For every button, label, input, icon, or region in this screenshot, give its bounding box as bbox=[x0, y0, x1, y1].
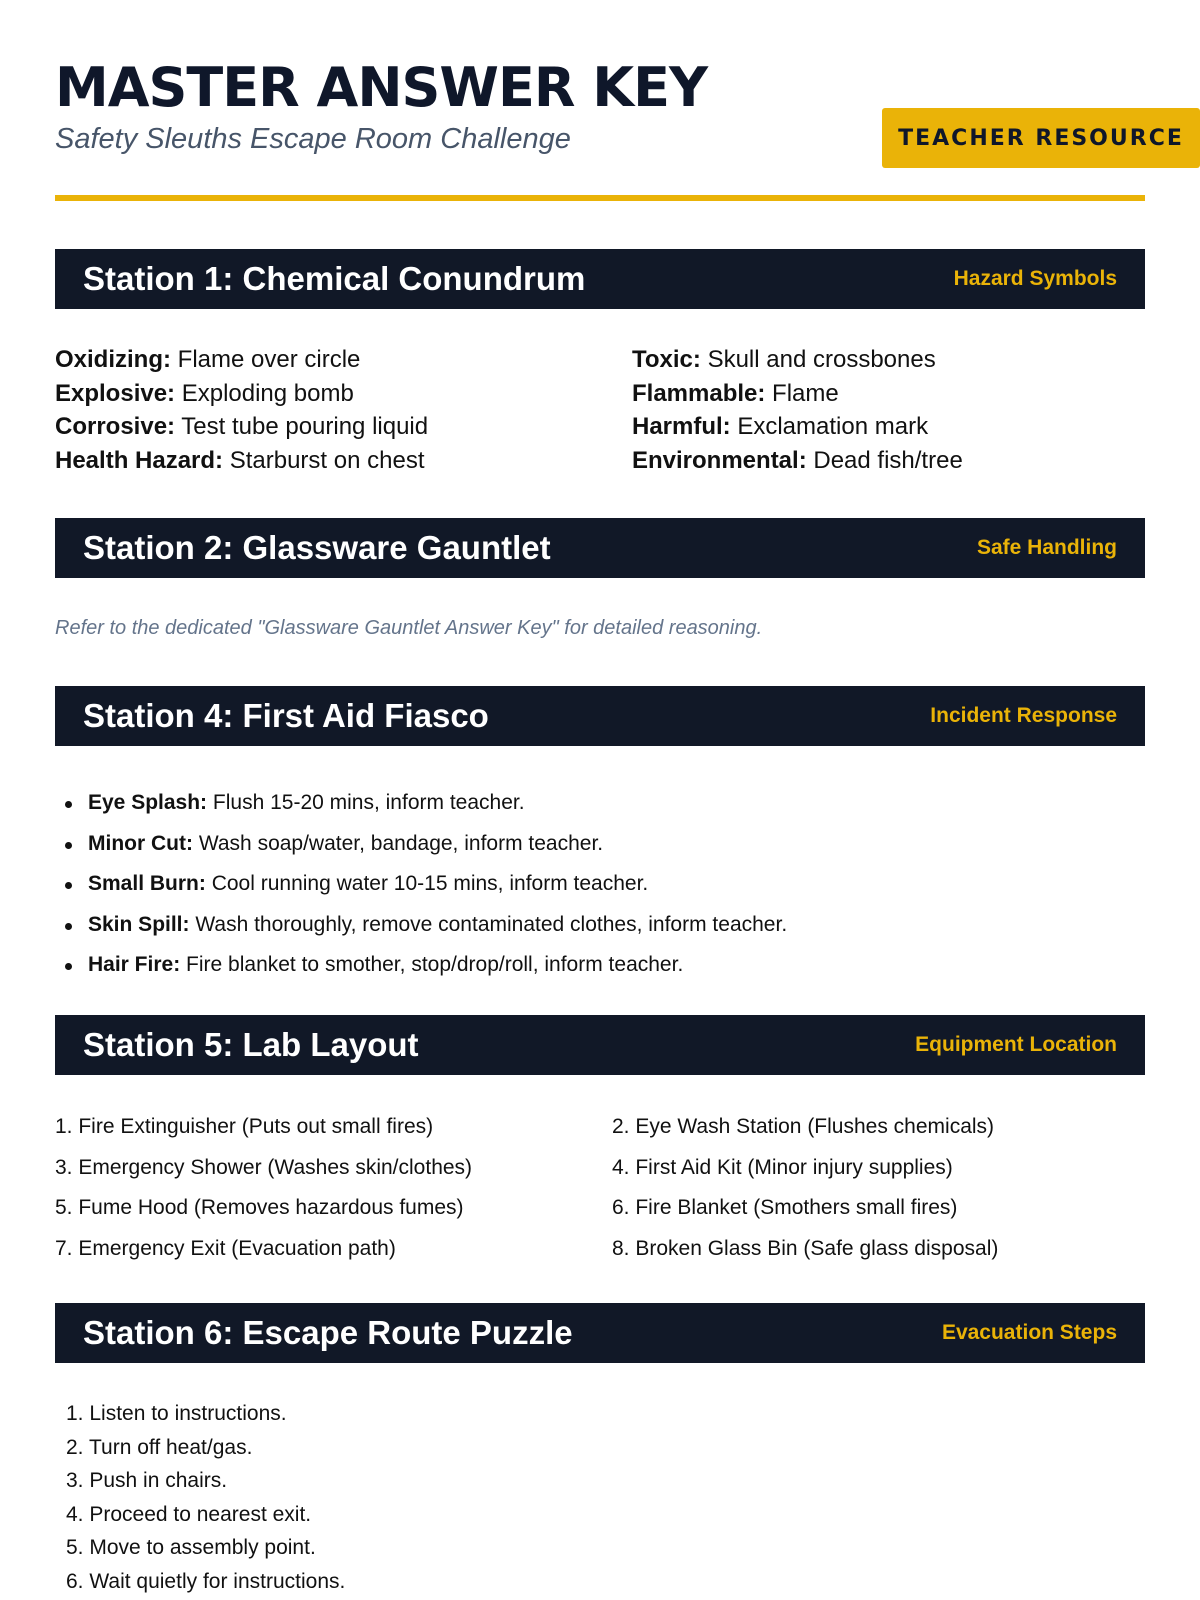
hazard-item bbox=[632, 444, 1145, 478]
incident-desc: Wash thoroughly, remove contaminated clothes, inform teacher. bbox=[195, 912, 788, 936]
hazard-term: Harmful: bbox=[632, 413, 731, 440]
equipment-item: 8. Broken Glass Bin (Safe glass disposal) bbox=[612, 1236, 999, 1260]
hazard-desc: Skull and crossbones bbox=[707, 346, 936, 373]
bullet-dot bbox=[65, 842, 72, 849]
equipment-item: 4. First Aid Kit (Minor injury supplies) bbox=[612, 1155, 953, 1179]
hazard-desc: Test tube pouring liquid bbox=[181, 413, 429, 440]
equipment-item: 3. Emergency Shower (Washes skin/clothes) bbox=[55, 1155, 473, 1179]
hazard-item bbox=[632, 410, 1145, 444]
hazard-item bbox=[55, 343, 632, 377]
equipment-item: 5. Fume Hood (Removes hazardous fumes) bbox=[55, 1196, 464, 1219]
hazard-desc: Dead fish/tree bbox=[813, 446, 963, 474]
station-1-header bbox=[55, 249, 1145, 309]
evacuation-step: 1. Listen to instructions. bbox=[66, 1402, 287, 1425]
hazard-item bbox=[632, 377, 1145, 411]
hazard-term: Oxidizing: bbox=[55, 346, 171, 373]
hazard-desc: Flame bbox=[772, 379, 839, 407]
hazard-item bbox=[55, 444, 632, 478]
hazard-term: Flammable: bbox=[632, 379, 766, 407]
bullet-dot bbox=[65, 963, 72, 970]
header-divider bbox=[55, 195, 1145, 201]
station-5-title: Station 5: Lab Layout bbox=[83, 1026, 419, 1063]
hazard-desc: Exclamation mark bbox=[737, 413, 929, 440]
hazard-desc: Exploding bomb bbox=[181, 379, 354, 407]
hazard-term: Environmental: bbox=[632, 446, 807, 474]
bullet-dot bbox=[65, 882, 72, 889]
glassware-note: Refer to the dedicated "Glassware Gauntlet Answer Key" for detailed reasoning. bbox=[55, 617, 763, 639]
station-1-tag: Hazard Symbols bbox=[953, 267, 1117, 290]
hazard-item bbox=[55, 410, 632, 444]
equipment-item: 1. Fire Extinguisher (Puts out small fires) bbox=[55, 1115, 434, 1138]
evacuation-step: 4. Proceed to nearest exit. bbox=[66, 1502, 312, 1526]
hazard-symbols-list bbox=[55, 343, 1145, 477]
page-subtitle: Safety Sleuths Escape Room Challenge bbox=[55, 123, 571, 155]
hazard-item bbox=[55, 377, 632, 411]
incident-term: Minor Cut: bbox=[88, 831, 193, 855]
station-5-header bbox=[55, 1015, 1145, 1075]
station-2-title: Station 2: Glassware Gauntlet bbox=[83, 529, 551, 566]
hazard-term: Explosive: bbox=[55, 379, 176, 407]
hazard-desc: Starburst on chest bbox=[229, 446, 425, 474]
evacuation-step: 6. Wait quietly for instructions. bbox=[66, 1569, 346, 1593]
incident-desc: Flush 15-20 mins, inform teacher. bbox=[212, 791, 525, 814]
station-6-header bbox=[55, 1303, 1145, 1363]
first-aid-list bbox=[55, 783, 787, 986]
incident-term: Eye Splash: bbox=[88, 791, 208, 814]
hazard-term: Toxic: bbox=[632, 346, 701, 373]
incident-term: Skin Spill: bbox=[88, 912, 190, 936]
station-2-tag: Safe Handling bbox=[976, 536, 1117, 559]
station-4-tag: Incident Response bbox=[930, 704, 1117, 727]
incident-desc: Cool running water 10-15 mins, inform teacher. bbox=[211, 872, 649, 895]
evacuation-step: 2. Turn off heat/gas. bbox=[66, 1435, 253, 1459]
list-item bbox=[55, 824, 787, 865]
equipment-item: 7. Emergency Exit (Evacuation path) bbox=[55, 1236, 396, 1260]
list-item bbox=[55, 905, 787, 946]
station-5-tag: Equipment Location bbox=[915, 1033, 1117, 1056]
bullet-dot bbox=[65, 923, 72, 930]
hazard-term: Corrosive: bbox=[55, 413, 176, 440]
evacuation-steps-list bbox=[66, 1397, 345, 1599]
evacuation-step: 5. Move to assembly point. bbox=[66, 1536, 316, 1560]
teacher-resource-badge: TEACHER RESOURCE bbox=[882, 108, 1200, 168]
station-1-title: Station 1: Chemical Conundrum bbox=[83, 260, 586, 297]
hazard-desc: Flame over circle bbox=[177, 346, 361, 373]
station-4-title: Station 4: First Aid Fiasco bbox=[83, 697, 489, 734]
station-6-title: Station 6: Escape Route Puzzle bbox=[83, 1314, 573, 1351]
incident-term: Hair Fire: bbox=[88, 953, 181, 976]
bullet-dot bbox=[65, 801, 72, 808]
incident-desc: Wash soap/water, bandage, inform teacher. bbox=[198, 831, 604, 855]
hazard-term: Health Hazard: bbox=[55, 446, 224, 474]
station-4-header bbox=[55, 686, 1145, 746]
station-2-header bbox=[55, 518, 1145, 578]
list-item bbox=[55, 864, 787, 905]
equipment-item: 2. Eye Wash Station (Flushes chemicals) bbox=[612, 1115, 995, 1138]
equipment-list bbox=[55, 1107, 1145, 1269]
list-item bbox=[55, 783, 787, 824]
page-title: MASTER ANSWER KEY bbox=[55, 56, 708, 119]
evacuation-step: 3. Push in chairs. bbox=[66, 1469, 228, 1493]
incident-desc: Fire blanket to smother, stop/drop/roll, inform teacher. bbox=[186, 953, 684, 976]
equipment-item: 6. Fire Blanket (Smothers small fires) bbox=[612, 1196, 958, 1219]
hazard-item bbox=[632, 343, 1145, 377]
station-6-tag: Evacuation Steps bbox=[941, 1321, 1117, 1344]
list-item bbox=[55, 945, 787, 986]
incident-term: Small Burn: bbox=[88, 872, 206, 895]
